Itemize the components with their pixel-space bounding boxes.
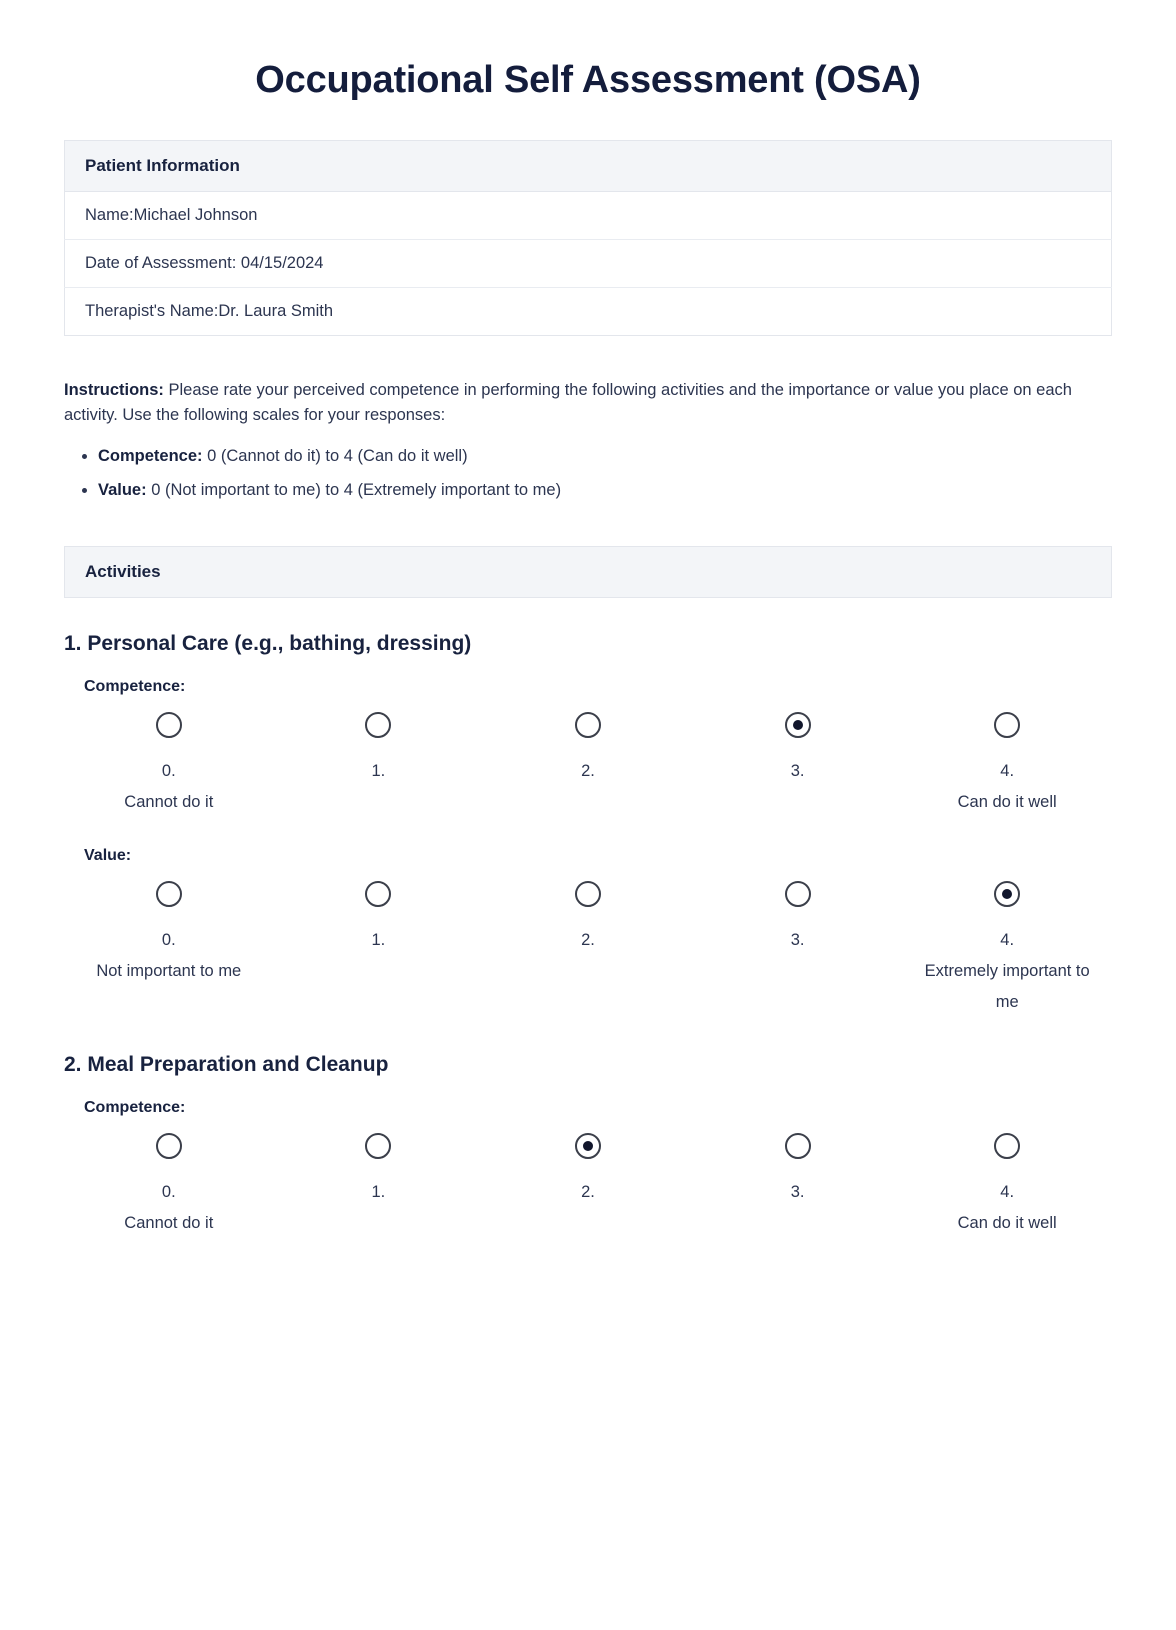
activity-1-competence-option-4[interactable]: 4. Can do it well: [902, 712, 1112, 819]
activity-1-value-option-2[interactable]: 2.: [483, 881, 693, 1019]
therapist-name-value: Dr. Laura Smith: [218, 301, 334, 320]
activity-2-title: 2. Meal Preparation and Cleanup: [64, 1052, 389, 1076]
scales-list: [64, 439, 1112, 508]
instructions-lead: Instructions:: [64, 380, 164, 399]
date-of-assessment-label: Date of Assessment:: [85, 253, 241, 272]
page-title: Occupational Self Assessment (OSA): [255, 59, 921, 101]
activity-1-value-block: [64, 847, 1112, 1019]
patient-information-header: Patient Information: [65, 140, 1112, 191]
activity-1-competence-option-0[interactable]: 0. Cannot do it: [64, 712, 274, 819]
competence-scale-label: Competence:: [98, 446, 203, 465]
table-row: [65, 287, 1112, 335]
radio-icon[interactable]: [365, 712, 391, 738]
activity-1-value-option-1[interactable]: 1.: [274, 881, 484, 1019]
instructions-text: Please rate your perceived competence in performing the following activities and the importance or value you place on each activity. Use the following scales for your responses:: [64, 380, 1072, 425]
activity-1: [64, 632, 1112, 1019]
competence-scale-range: 0 (Cannot do it) to 4 (Can do it well): [202, 446, 468, 465]
radio-icon[interactable]: [365, 1133, 391, 1159]
radio-icon[interactable]: [575, 1133, 601, 1159]
radio-icon[interactable]: [365, 881, 391, 907]
activity-1-competence-option-3[interactable]: 3.: [693, 712, 903, 819]
activity-1-value-option-4[interactable]: 4. Extremely important to me: [902, 881, 1112, 1019]
activity-2-competence-label: Competence:: [84, 1098, 186, 1116]
table-row: [65, 239, 1112, 287]
list-item: [98, 439, 1112, 474]
activity-2-competence-option-4[interactable]: 4. Can do it well: [902, 1133, 1112, 1240]
radio-icon[interactable]: [994, 712, 1020, 738]
radio-icon[interactable]: [575, 881, 601, 907]
therapist-name-label: Therapist's Name:: [85, 301, 219, 320]
activity-1-competence-option-1[interactable]: 1.: [274, 712, 484, 819]
patient-information-table: [64, 140, 1112, 336]
radio-icon[interactable]: [156, 1133, 182, 1159]
radio-icon[interactable]: [785, 712, 811, 738]
table-row: [65, 191, 1112, 239]
activity-1-value-option-3[interactable]: 3.: [693, 881, 903, 1019]
name-label: Name:: [85, 205, 134, 224]
value-scale-label: Value:: [98, 481, 147, 500]
activity-2-competence-option-0[interactable]: 0. Cannot do it: [64, 1133, 274, 1240]
radio-icon[interactable]: [785, 881, 811, 907]
activity-2-competence-option-1[interactable]: 1.: [274, 1133, 484, 1240]
activity-2-competence-option-3[interactable]: 3.: [693, 1133, 903, 1240]
radio-icon[interactable]: [994, 881, 1020, 907]
value-scale-range: 0 (Not important to me) to 4 (Extremely important to me): [146, 481, 562, 500]
activity-1-value-label: Value:: [84, 846, 132, 864]
activity-2: [64, 1053, 1112, 1240]
date-of-assessment-value: 04/15/2024: [240, 253, 324, 272]
instructions-paragraph: [64, 378, 1112, 429]
activity-1-value-options: [64, 881, 1112, 1019]
name-value: Michael Johnson: [133, 205, 258, 224]
radio-icon[interactable]: [575, 712, 601, 738]
activity-2-competence-option-2[interactable]: 2.: [483, 1133, 693, 1240]
list-item: [98, 473, 1112, 508]
radio-icon[interactable]: [156, 881, 182, 907]
activities-section-header: Activities: [64, 546, 1112, 598]
radio-icon[interactable]: [156, 712, 182, 738]
activity-1-competence-options: [64, 712, 1112, 819]
activity-1-value-option-0[interactable]: 0. Not important to me: [64, 881, 274, 1019]
radio-icon[interactable]: [994, 1133, 1020, 1159]
activity-1-competence-label: Competence:: [84, 678, 186, 695]
activity-1-title: 1. Personal Care (e.g., bathing, dressing): [64, 632, 472, 655]
activity-1-competence-option-2[interactable]: 2.: [483, 712, 693, 819]
activity-2-competence-options: [64, 1133, 1112, 1240]
radio-icon[interactable]: [785, 1133, 811, 1159]
